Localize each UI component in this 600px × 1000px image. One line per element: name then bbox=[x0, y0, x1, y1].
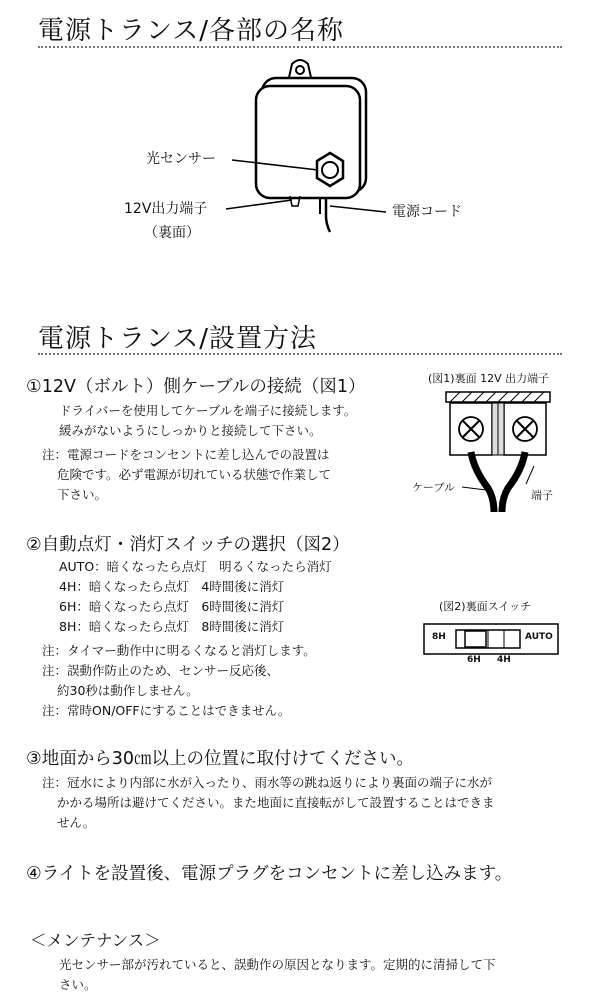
fig1-label-terminal: 端子 bbox=[531, 489, 553, 502]
fig2-label-6h: 6H bbox=[467, 655, 481, 665]
step1-note-1: 注：電源コードをコンセントに差し込んでの設置は bbox=[42, 447, 330, 462]
maintenance-text-2: さい。 bbox=[59, 977, 97, 992]
maintenance-text-1: 光センサー部が汚れていると、誤動作の原因となります。定期的に清掃して下 bbox=[59, 957, 496, 972]
label-12v-output: 12V出力端子 bbox=[124, 201, 208, 217]
step3-note-3: せん。 bbox=[57, 815, 96, 830]
step2-note-3: 注：常時ON/OFFにすることはできません。 bbox=[42, 703, 291, 718]
section-title-parts: 電源トランス/各部の名称 bbox=[38, 16, 344, 46]
step1-note-3: 下さい。 bbox=[57, 487, 108, 502]
step2-option-4h: 4H：暗くなったら点灯 4時間後に消灯 bbox=[59, 579, 285, 594]
fig2-label-8h: 8H bbox=[432, 632, 446, 642]
maintenance-title: ＜メンテナンス＞ bbox=[30, 931, 161, 950]
fig1-label-cable: ケーブル bbox=[412, 481, 456, 494]
section-title-installation: 電源トランス/設置方法 bbox=[38, 324, 317, 354]
fig1-caption: (図1)裏面 12V 出力端子 bbox=[428, 372, 550, 385]
step3-note-1: 注：冠水により内部に水が入ったり、雨水等の跳ね返りにより裏面の端子に水が bbox=[42, 775, 493, 790]
step2-heading: ②自動点灯・消灯スイッチの選択（図2） bbox=[26, 535, 350, 555]
label-light-sensor: 光センサー bbox=[146, 151, 216, 167]
step1-text-1: ドライバーを使用してケーブルを端子に接続します。 bbox=[59, 403, 357, 418]
label-rear-side: （裏面） bbox=[144, 225, 200, 241]
step2-note-1: 注：タイマー動作中に明るくなると消灯します。 bbox=[42, 643, 316, 658]
fig2-label-4h: 4H bbox=[497, 655, 511, 665]
step2-option-8h: 8H：暗くなったら点灯 8時間後に消灯 bbox=[59, 619, 285, 634]
label-power-cord: 電源コード bbox=[392, 204, 462, 220]
step1-text-2: 緩みがないようにしっかりと接続して下さい。 bbox=[59, 423, 322, 438]
step2-note-2b: 約30秒は動作しません。 bbox=[57, 683, 199, 698]
step4-heading: ④ライトを設置後、電源プラグをコンセントに差し込みます。 bbox=[26, 864, 513, 884]
step2-note-2a: 注：誤動作防止のため、センサー反応後、 bbox=[42, 663, 280, 678]
step1-note-2: 危険です。必ず電源が切れている状態で作業して bbox=[57, 467, 332, 482]
step3-heading: ③地面から30㎝以上の位置に取付けてください。 bbox=[26, 749, 414, 769]
step2-option-6h: 6H：暗くなったら点灯 6時間後に消灯 bbox=[59, 599, 285, 614]
step1-heading: ①12V（ボルト）側ケーブルの接続（図1） bbox=[26, 377, 366, 397]
fig2-label-auto: AUTO bbox=[525, 632, 553, 642]
step3-note-2: かかる場所は避けてください。また地面に直接転がして設置することはできま bbox=[57, 795, 495, 810]
step2-option-auto: AUTO：暗くなったら点灯 明るくなったら消灯 bbox=[59, 559, 332, 574]
fig2-caption: (図2)裏面スイッチ bbox=[439, 600, 532, 613]
